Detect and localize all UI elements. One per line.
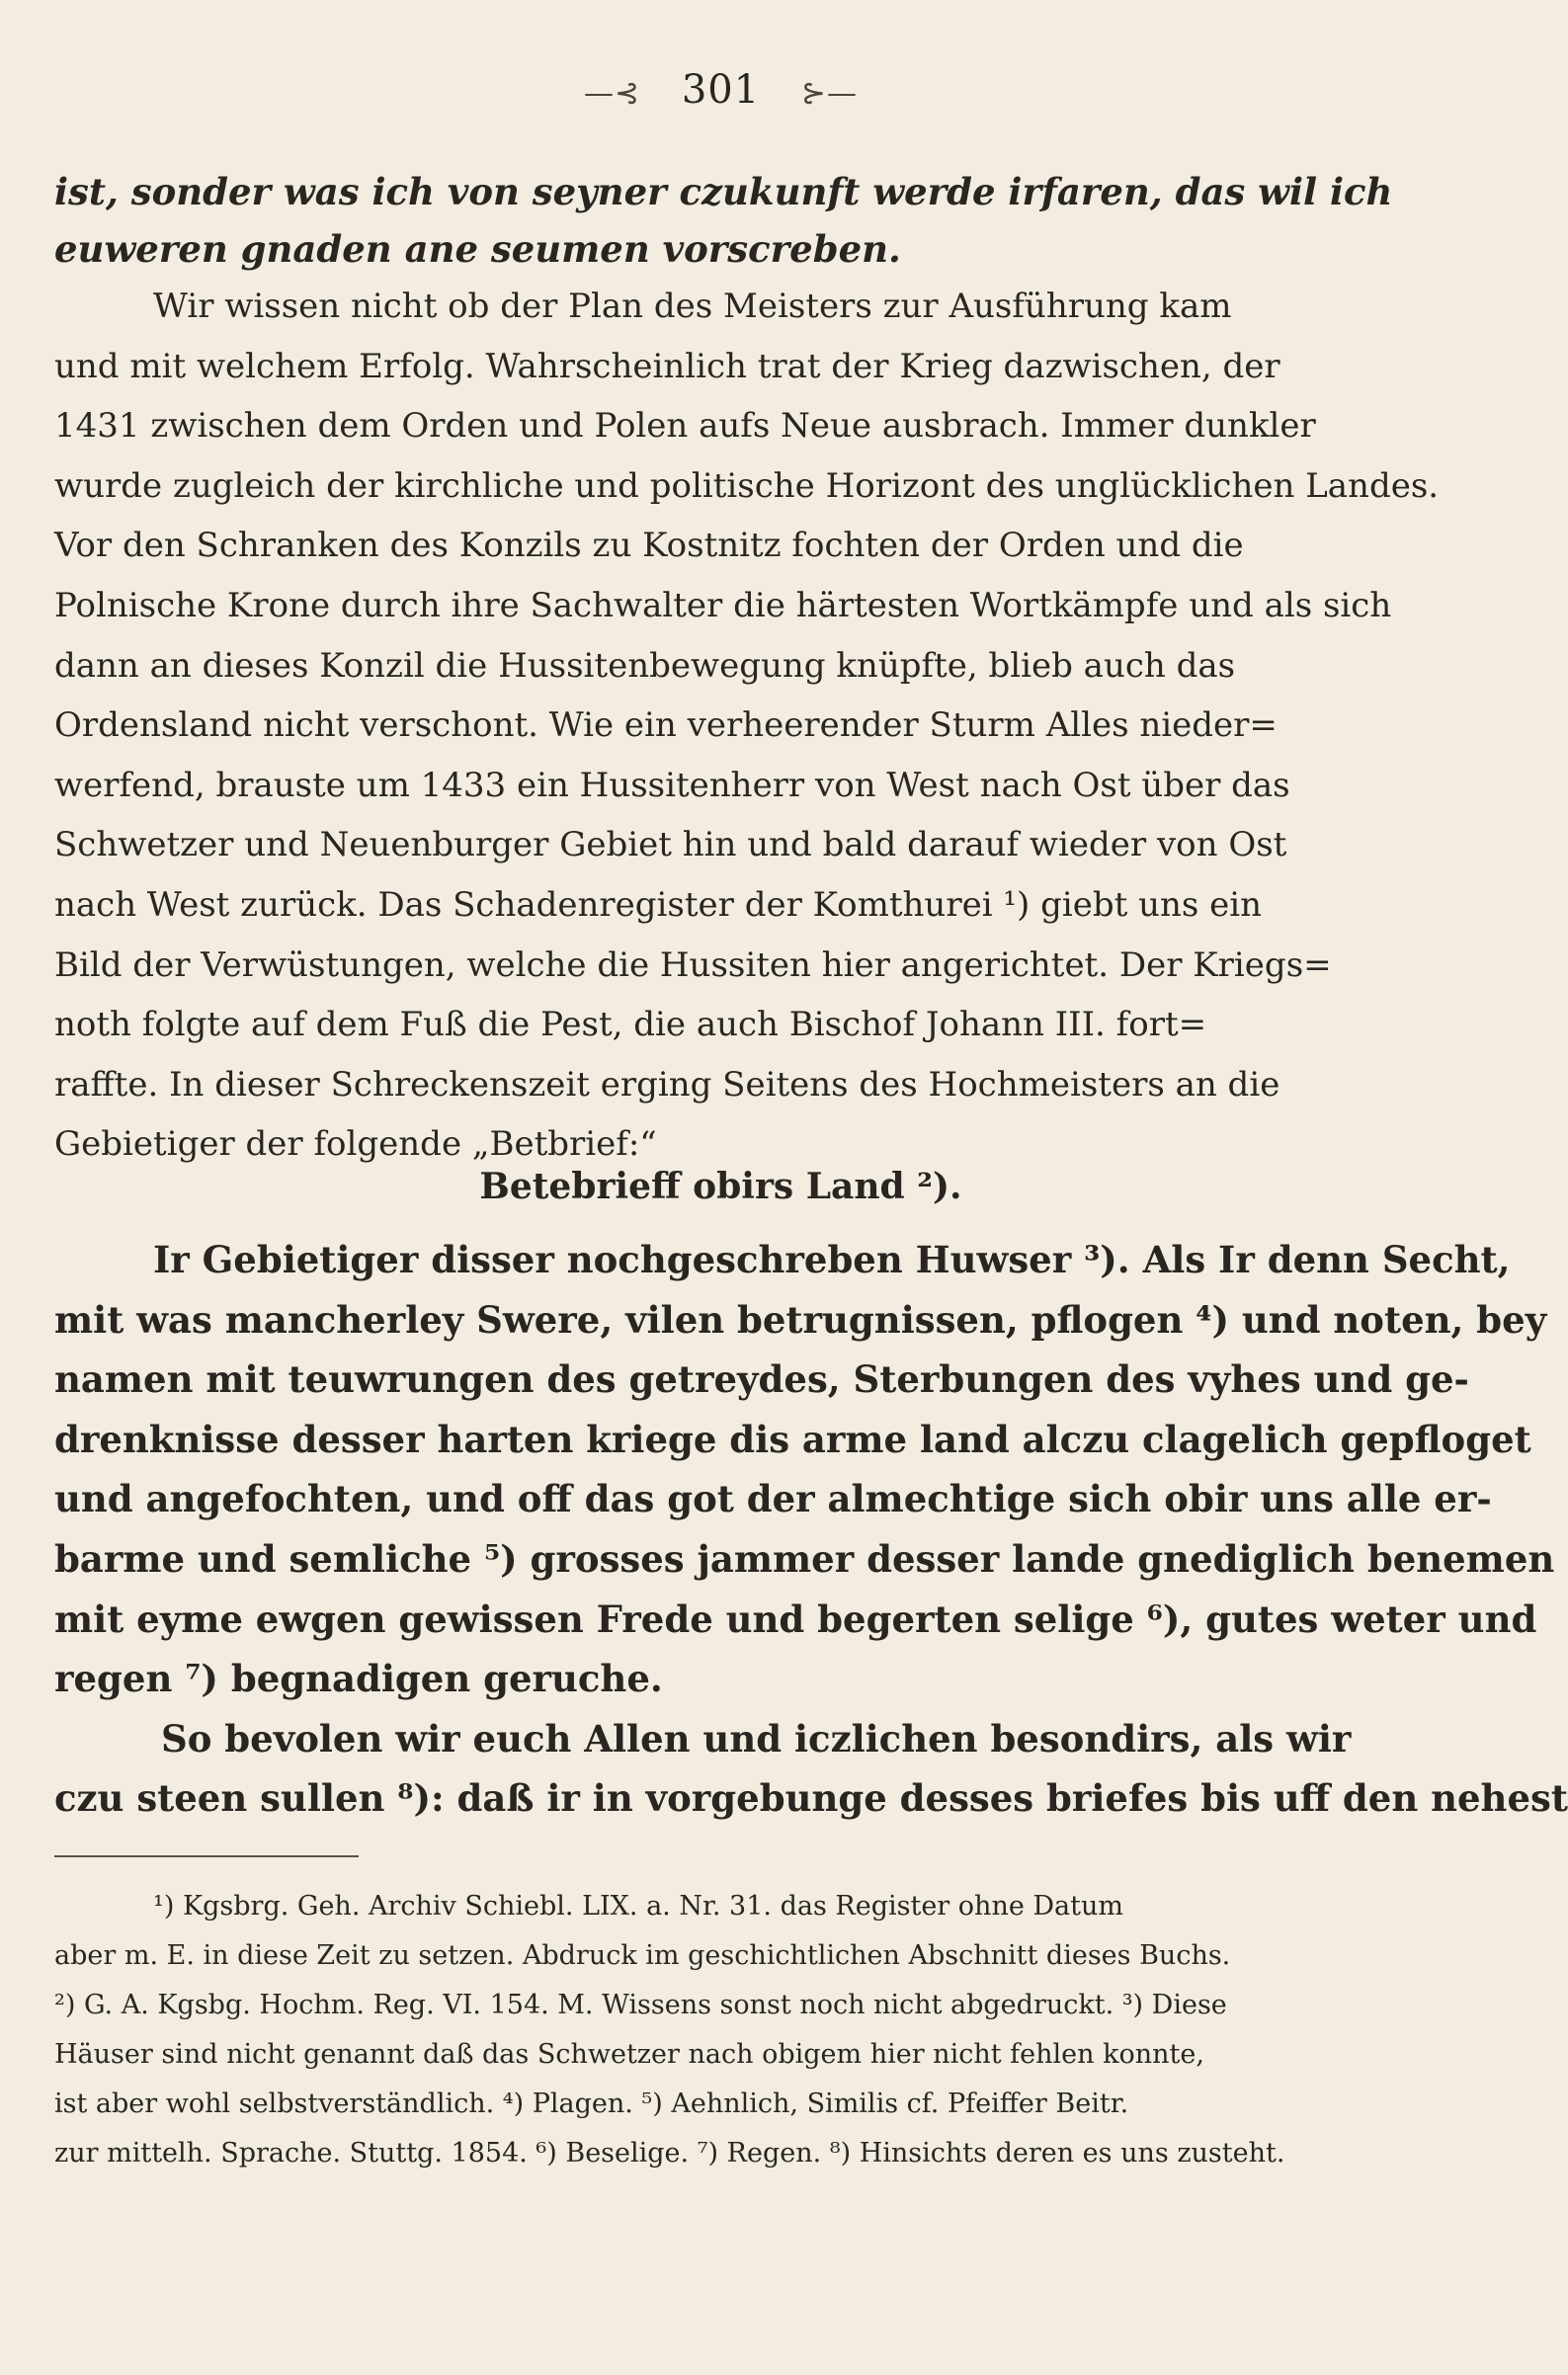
text-line: raffte. In dieser Schreckenszeit erging Seitens des Hochmeisters an die	[54, 1064, 1280, 1105]
text-line: mit eyme ewgen gewissen Frede und begerten selige ⁶), gutes weter und	[54, 1597, 1537, 1641]
footnotes	[54, 1882, 1285, 2178]
quoted-document	[54, 1230, 1568, 1829]
text-line: barme und semliche ⁵) grosses jammer desser lande gnediglich benemen	[54, 1536, 1555, 1581]
text-line: und mit welchem Erfolg. Wahrscheinlich trat der Krieg dazwischen, der	[54, 346, 1280, 386]
text-line: wurde zugleich der kirchliche und politische Horizont des unglücklichen Landes.	[54, 465, 1440, 506]
text-line: Gebietiger der folgende „Betbrief:“	[54, 1124, 657, 1165]
footnote-line: zur mittelh. Sprache. Stuttg. 1854. ⁶) Beselige. ⁷) Regen. ⁸) Hinsichts deren es uns zusteht.	[54, 2138, 1285, 2169]
intro-quote-continuation	[54, 163, 1393, 278]
text-line: ist, sonder was ich von seyner czukunft werde irfaren, das wil ich	[54, 170, 1393, 213]
text-line: Bild der Verwüstungen, welche die Hussiten hier angerichtet. Der Kriegs=	[54, 944, 1332, 985]
ornament-left: —⊰	[583, 76, 641, 111]
text-line: Schwetzer und Neuenburger Gebiet hin und bald darauf wieder von Ost	[54, 825, 1287, 865]
text-line: euweren gnaden ane seumen vorscreben.	[54, 227, 901, 271]
footnote-line: Häuser sind nicht genannt daß das Schwetzer nach obigem hier nicht fehlen konnte,	[54, 2039, 1204, 2070]
text-line: Ir Gebietiger disser nochgeschreben Huwser ³). Als Ir denn Secht,	[153, 1238, 1511, 1281]
text-line: dann an dieses Konzil die Hussitenbewegung knüpfte, blieb auch das	[54, 645, 1236, 686]
footnote-line: aber m. E. in diese Zeit zu setzen. Abdruck im geschichtlichen Abschnitt dieses Buchs.	[54, 1940, 1231, 1971]
body-paragraph	[54, 277, 1440, 1175]
text-line: czu steen sullen ⁸): daß ir in vorgebunge desses briefes bis uff den nehest	[54, 1776, 1568, 1821]
footnote-line: ²) G. A. Kgsbg. Hochm. Reg. VI. 154. M. Wissens sonst noch nicht abgedruckt. ³) Diese	[54, 1990, 1227, 2020]
text-line: Wir wissen nicht ob der Plan des Meisters zur Ausführung kam	[153, 287, 1232, 326]
ornament-right: ⊱—	[800, 76, 859, 111]
page-number: 301	[681, 67, 761, 113]
text-line: regen ⁷) begnadigen geruche.	[54, 1657, 663, 1701]
text-line: Polnische Krone durch ihre Sachwalter die härtesten Wortkämpfe und als sich	[54, 585, 1392, 625]
footnote-line: ¹) Kgsbrg. Geh. Archiv Schiebl. LIX. a. Nr. 31. das Register ohne Datum	[153, 1891, 1123, 1922]
quote-title: Betebrieff obirs Land ²).	[479, 1166, 962, 1207]
footnote-divider	[54, 1855, 359, 1857]
text-line: So bevolen wir euch Allen und iczlichen besondirs, als wir	[161, 1716, 1352, 1761]
text-line: namen mit teuwrungen des getreydes, Sterbungen des vyhes und ge-	[54, 1357, 1469, 1402]
text-line: und angefochten, und off das got der almechtige sich obir uns alle er-	[54, 1477, 1492, 1521]
footnote-line: ist aber wohl selbstverständlich. ⁴) Plagen. ⁵) Aehnlich, Similis cf. Pfeiffer Beitr.	[54, 2088, 1129, 2119]
text-line: mit was mancherley Swere, vilen betrugnissen, pflogen ⁴) und noten, bey	[54, 1297, 1547, 1342]
page-header	[0, 67, 1442, 113]
text-line: 1431 zwischen dem Orden und Polen aufs Neue ausbrach. Immer dunkler	[54, 406, 1316, 447]
text-line: noth folgte auf dem Fuß die Pest, die auch Bischof Johann III. fort=	[54, 1005, 1207, 1045]
text-line: nach West zurück. Das Schadenregister der Komthurei ¹) giebt uns ein	[54, 884, 1263, 925]
text-line: Vor den Schranken des Konzils zu Kostnitz fochten der Orden und die	[54, 526, 1244, 566]
text-line: werfend, brauste um 1433 ein Hussitenherr von West nach Ost über das	[54, 765, 1290, 805]
text-line: Ordensland nicht verschont. Wie ein verheerender Sturm Alles nieder=	[54, 705, 1278, 746]
text-line: drenknisse desser harten kriege dis arme land alczu clagelich gepfloget	[54, 1417, 1531, 1461]
